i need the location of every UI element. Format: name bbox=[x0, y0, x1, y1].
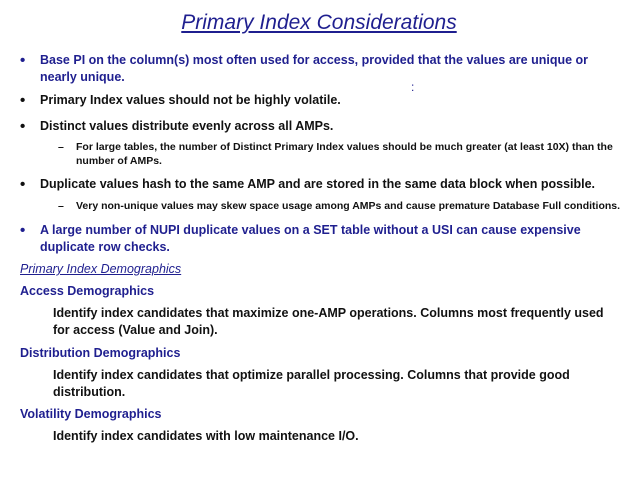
dash-icon: – bbox=[58, 141, 64, 153]
bullet-item bbox=[20, 92, 620, 109]
demographics-heading: Primary Index Demographics bbox=[20, 262, 182, 276]
section-heading-volatility: Volatility Demographics bbox=[20, 407, 162, 421]
bullet-icon: • bbox=[20, 52, 26, 69]
bullet-text: Distinct values distribute evenly across all AMPs. bbox=[40, 119, 334, 133]
bullet-item bbox=[20, 52, 620, 86]
section-heading-access: Access Demographics bbox=[20, 284, 155, 298]
sub-bullet-text: Very non-unique values may skew space usage among AMPs and cause premature Database Full conditions. bbox=[76, 200, 621, 212]
sub-bullet-text: For large tables, the number of Distinct Primary Index values should be much greater (at least 10X) than the number of AMPs. bbox=[76, 141, 613, 167]
bullet-text: Base PI on the column(s) most often used for access, provided that the values are unique or nearly unique. bbox=[40, 53, 589, 84]
bullet-icon: • bbox=[20, 222, 26, 239]
bullet-icon: • bbox=[20, 176, 26, 193]
stray-colon-mark: : bbox=[411, 80, 415, 94]
bullet-item bbox=[20, 176, 620, 193]
section-body-distribution: Identify index candidates that optimize parallel processing. Columns that provide good distribution. bbox=[53, 368, 570, 399]
bullet-text: Primary Index values should not be highly volatile. bbox=[40, 93, 341, 107]
bullet-item bbox=[20, 222, 620, 256]
sub-bullet-item bbox=[58, 199, 628, 213]
bullet-icon: • bbox=[20, 118, 26, 135]
sub-bullet-item bbox=[58, 140, 628, 168]
section-body-access: Identify index candidates that maximize one-AMP operations. Columns most frequently used for access (Value and Join). bbox=[53, 306, 604, 337]
bullet-item bbox=[20, 118, 620, 135]
dash-icon: – bbox=[58, 200, 64, 212]
slide-title: Primary Index Considerations bbox=[181, 11, 457, 34]
bullet-icon: • bbox=[20, 92, 26, 109]
bullet-text: Duplicate values hash to the same AMP and are stored in the same data block when possible. bbox=[40, 177, 596, 191]
section-body-volatility: Identify index candidates with low maintenance I/O. bbox=[53, 429, 359, 443]
bullet-text: A large number of NUPI duplicate values on a SET table without a USI can cause expensive duplicate row checks. bbox=[40, 223, 581, 254]
section-heading-distribution: Distribution Demographics bbox=[20, 346, 181, 360]
